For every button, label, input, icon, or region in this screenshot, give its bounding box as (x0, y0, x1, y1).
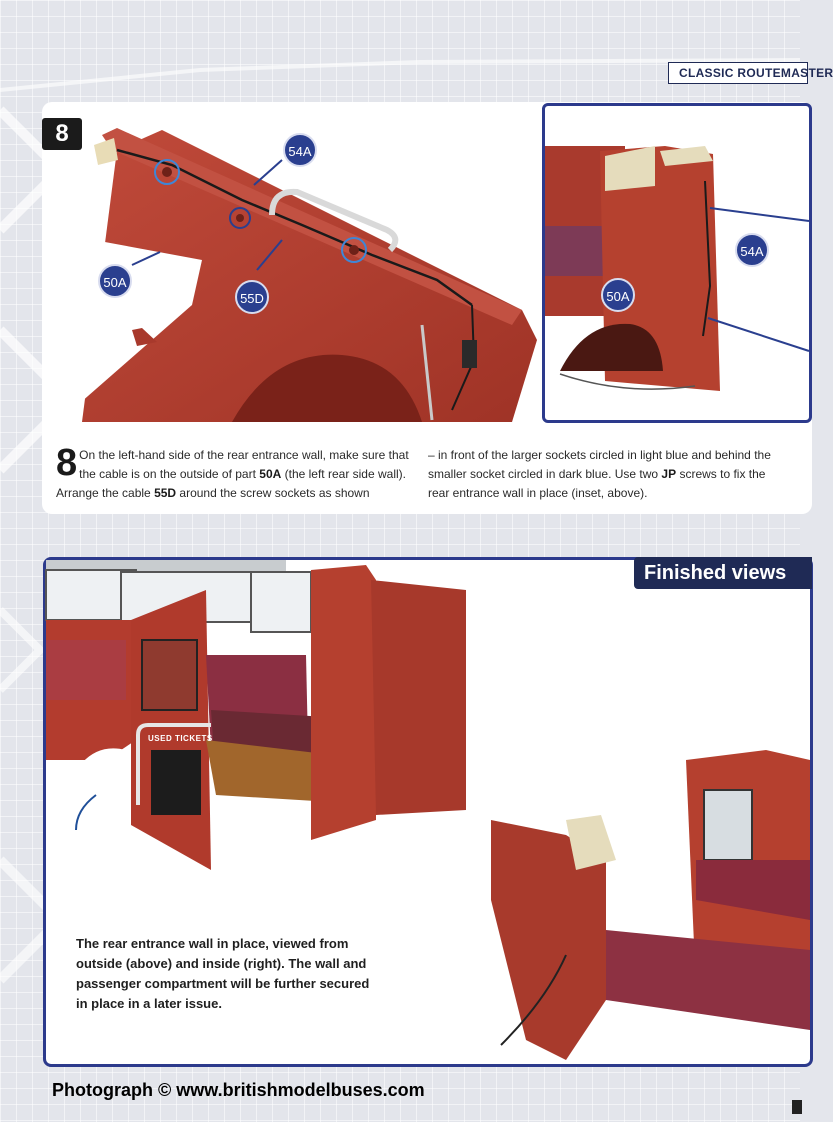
photo-credit: Photograph © www.britishmodelbuses.com (52, 1080, 425, 1100)
callout-55d: 55D (235, 280, 269, 314)
callout-50a: 50A (98, 264, 132, 298)
instructions-step-number: 8 (56, 442, 78, 484)
inset-panel (542, 103, 812, 423)
page-edge-marker (792, 1100, 802, 1114)
instr-text: (the left rear side wall). Arrange the cable (56, 467, 406, 500)
finished-views-caption: The rear entrance wall in place, viewed from outside (above) and inside (right). The wall and passenger compartment will be further secured in place in a later issue. (76, 936, 370, 1011)
callout-54a: 54A (283, 133, 317, 167)
instr-text: around the screw sockets as shown (176, 486, 370, 500)
used-tickets-sign: USED TICKETS (148, 734, 213, 743)
instructions-column-2 (428, 446, 788, 503)
finished-views-tab: Finished views (634, 557, 812, 589)
instructions-column-1 (56, 442, 416, 503)
series-title: CLASSIC ROUTEMASTER (668, 62, 808, 84)
instr-part-ref: 55D (154, 486, 177, 500)
instr-part-ref: JP (661, 467, 677, 481)
instr-text: screws to fix the rear entrance wall in place (inset, above). (428, 467, 766, 500)
inset-callout-54a: 54A (735, 233, 769, 267)
inset-callout-50a: 50A (601, 278, 635, 312)
instr-text: On the left-hand side of the rear entrance wall, make sure that the cable is on the outside of part (79, 448, 409, 481)
inset-illustration (545, 106, 809, 420)
instr-text: – in front of the larger sockets circled in light blue and behind the smaller socket circled in dark blue. Use two (428, 448, 771, 481)
step-number-badge: 8 (42, 118, 82, 150)
instr-part-ref: 50A (259, 467, 282, 481)
